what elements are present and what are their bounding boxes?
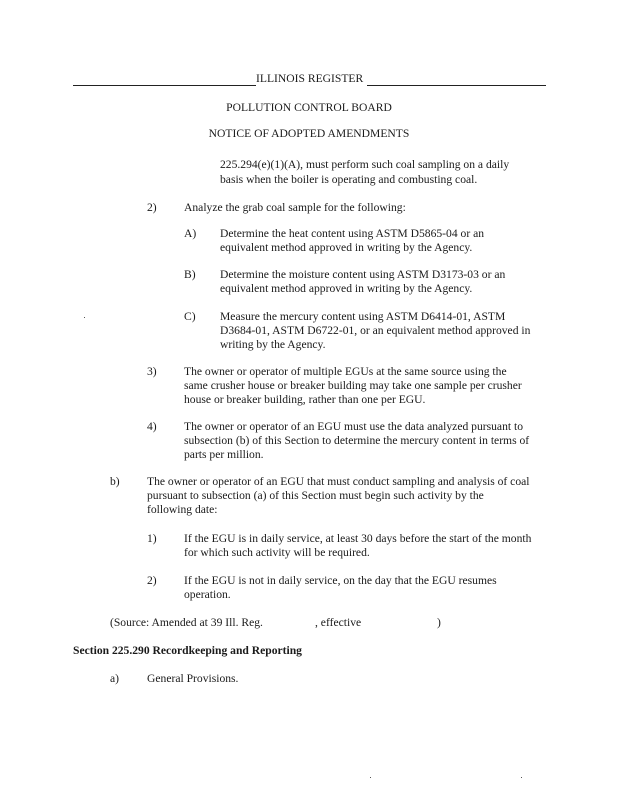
subsection-b1-line-1: If the EGU is in daily service, at least 30 days before the start of the month [184, 532, 532, 545]
subsection-b2-line-2: operation. [184, 588, 231, 601]
scan-speck [84, 317, 85, 318]
subsection-b2-line-1: If the EGU is not in daily service, on the day that the EGU resumes [184, 574, 497, 587]
item-2a-label: A) [184, 227, 197, 240]
item-4-line-1: The owner or operator of an EGU must use the data analyzed pursuant to [184, 420, 524, 433]
subsection-b-line-2: pursuant to subsection (a) of this Section must begin such activity by the [147, 489, 484, 502]
item-4-line-3: parts per million. [184, 448, 264, 461]
source-note-close: ) [437, 616, 441, 629]
item-2-text: Analyze the grab coal sample for the following: [184, 201, 406, 214]
item-4-number: 4) [147, 420, 157, 433]
item-2c-line-2: D3684-01, ASTM D6722-01, or an equivalent method approved in [220, 324, 531, 337]
item-2a-line-1: Determine the heat content using ASTM D5865-04 or an [220, 227, 485, 240]
section-heading: Section 225.290 Recordkeeping and Reporting [73, 644, 302, 657]
subsection-b1-number: 1) [147, 532, 157, 545]
subsection-a-text: General Provisions. [147, 672, 239, 685]
item-3-line-3: house or breaker building, rather than one per EGU. [184, 393, 426, 406]
item-3-number: 3) [147, 365, 157, 378]
continuation-line-1: 225.294(e)(1)(A), must perform such coal sampling on a daily [220, 158, 510, 171]
subsection-b-label: b) [110, 475, 120, 488]
item-2-number: 2) [147, 201, 157, 214]
source-note-prefix: (Source: Amended at 39 Ill. Reg. [110, 616, 263, 629]
item-3-line-1: The owner or operator of multiple EGUs at the same source using the [184, 365, 507, 378]
notice-title: NOTICE OF ADOPTED AMENDMENTS [208, 127, 410, 140]
scan-speck [521, 777, 522, 778]
header-rule-left [73, 85, 256, 86]
board-title: POLLUTION CONTROL BOARD [226, 101, 392, 114]
source-note-effective: , effective [315, 616, 362, 629]
subsection-b-line-3: following date: [147, 503, 218, 516]
subsection-b-line-1: The owner or operator of an EGU that must conduct sampling and analysis of coal [147, 475, 530, 488]
item-2b-line-1: Determine the moisture content using ASTM D3173-03 or an [220, 268, 506, 281]
item-2a-line-2: equivalent method approved in writing by the Agency. [220, 241, 473, 254]
header-rule-right [367, 85, 546, 86]
register-title: ILLINOIS REGISTER [256, 72, 364, 85]
item-4-line-2: subsection (b) of this Section to determine the mercury content in terms of [184, 434, 530, 447]
subsection-a-label: a) [110, 672, 120, 685]
item-2c-label: C) [184, 310, 196, 323]
item-2c-line-1: Measure the mercury content using ASTM D6414-01, ASTM [220, 310, 506, 323]
item-2b-label: B) [184, 268, 196, 281]
item-2c-line-3: writing by the Agency. [220, 338, 326, 351]
scan-speck [370, 777, 371, 778]
continuation-line-2: basis when the boiler is operating and combusting coal. [220, 173, 478, 186]
subsection-b1-line-2: for which such activity will be required. [184, 546, 370, 559]
item-3-line-2: same crusher house or breaker building may take one sample per crusher [184, 379, 522, 392]
item-2b-line-2: equivalent method approved in writing by the Agency. [220, 282, 473, 295]
subsection-b2-number: 2) [147, 574, 157, 587]
